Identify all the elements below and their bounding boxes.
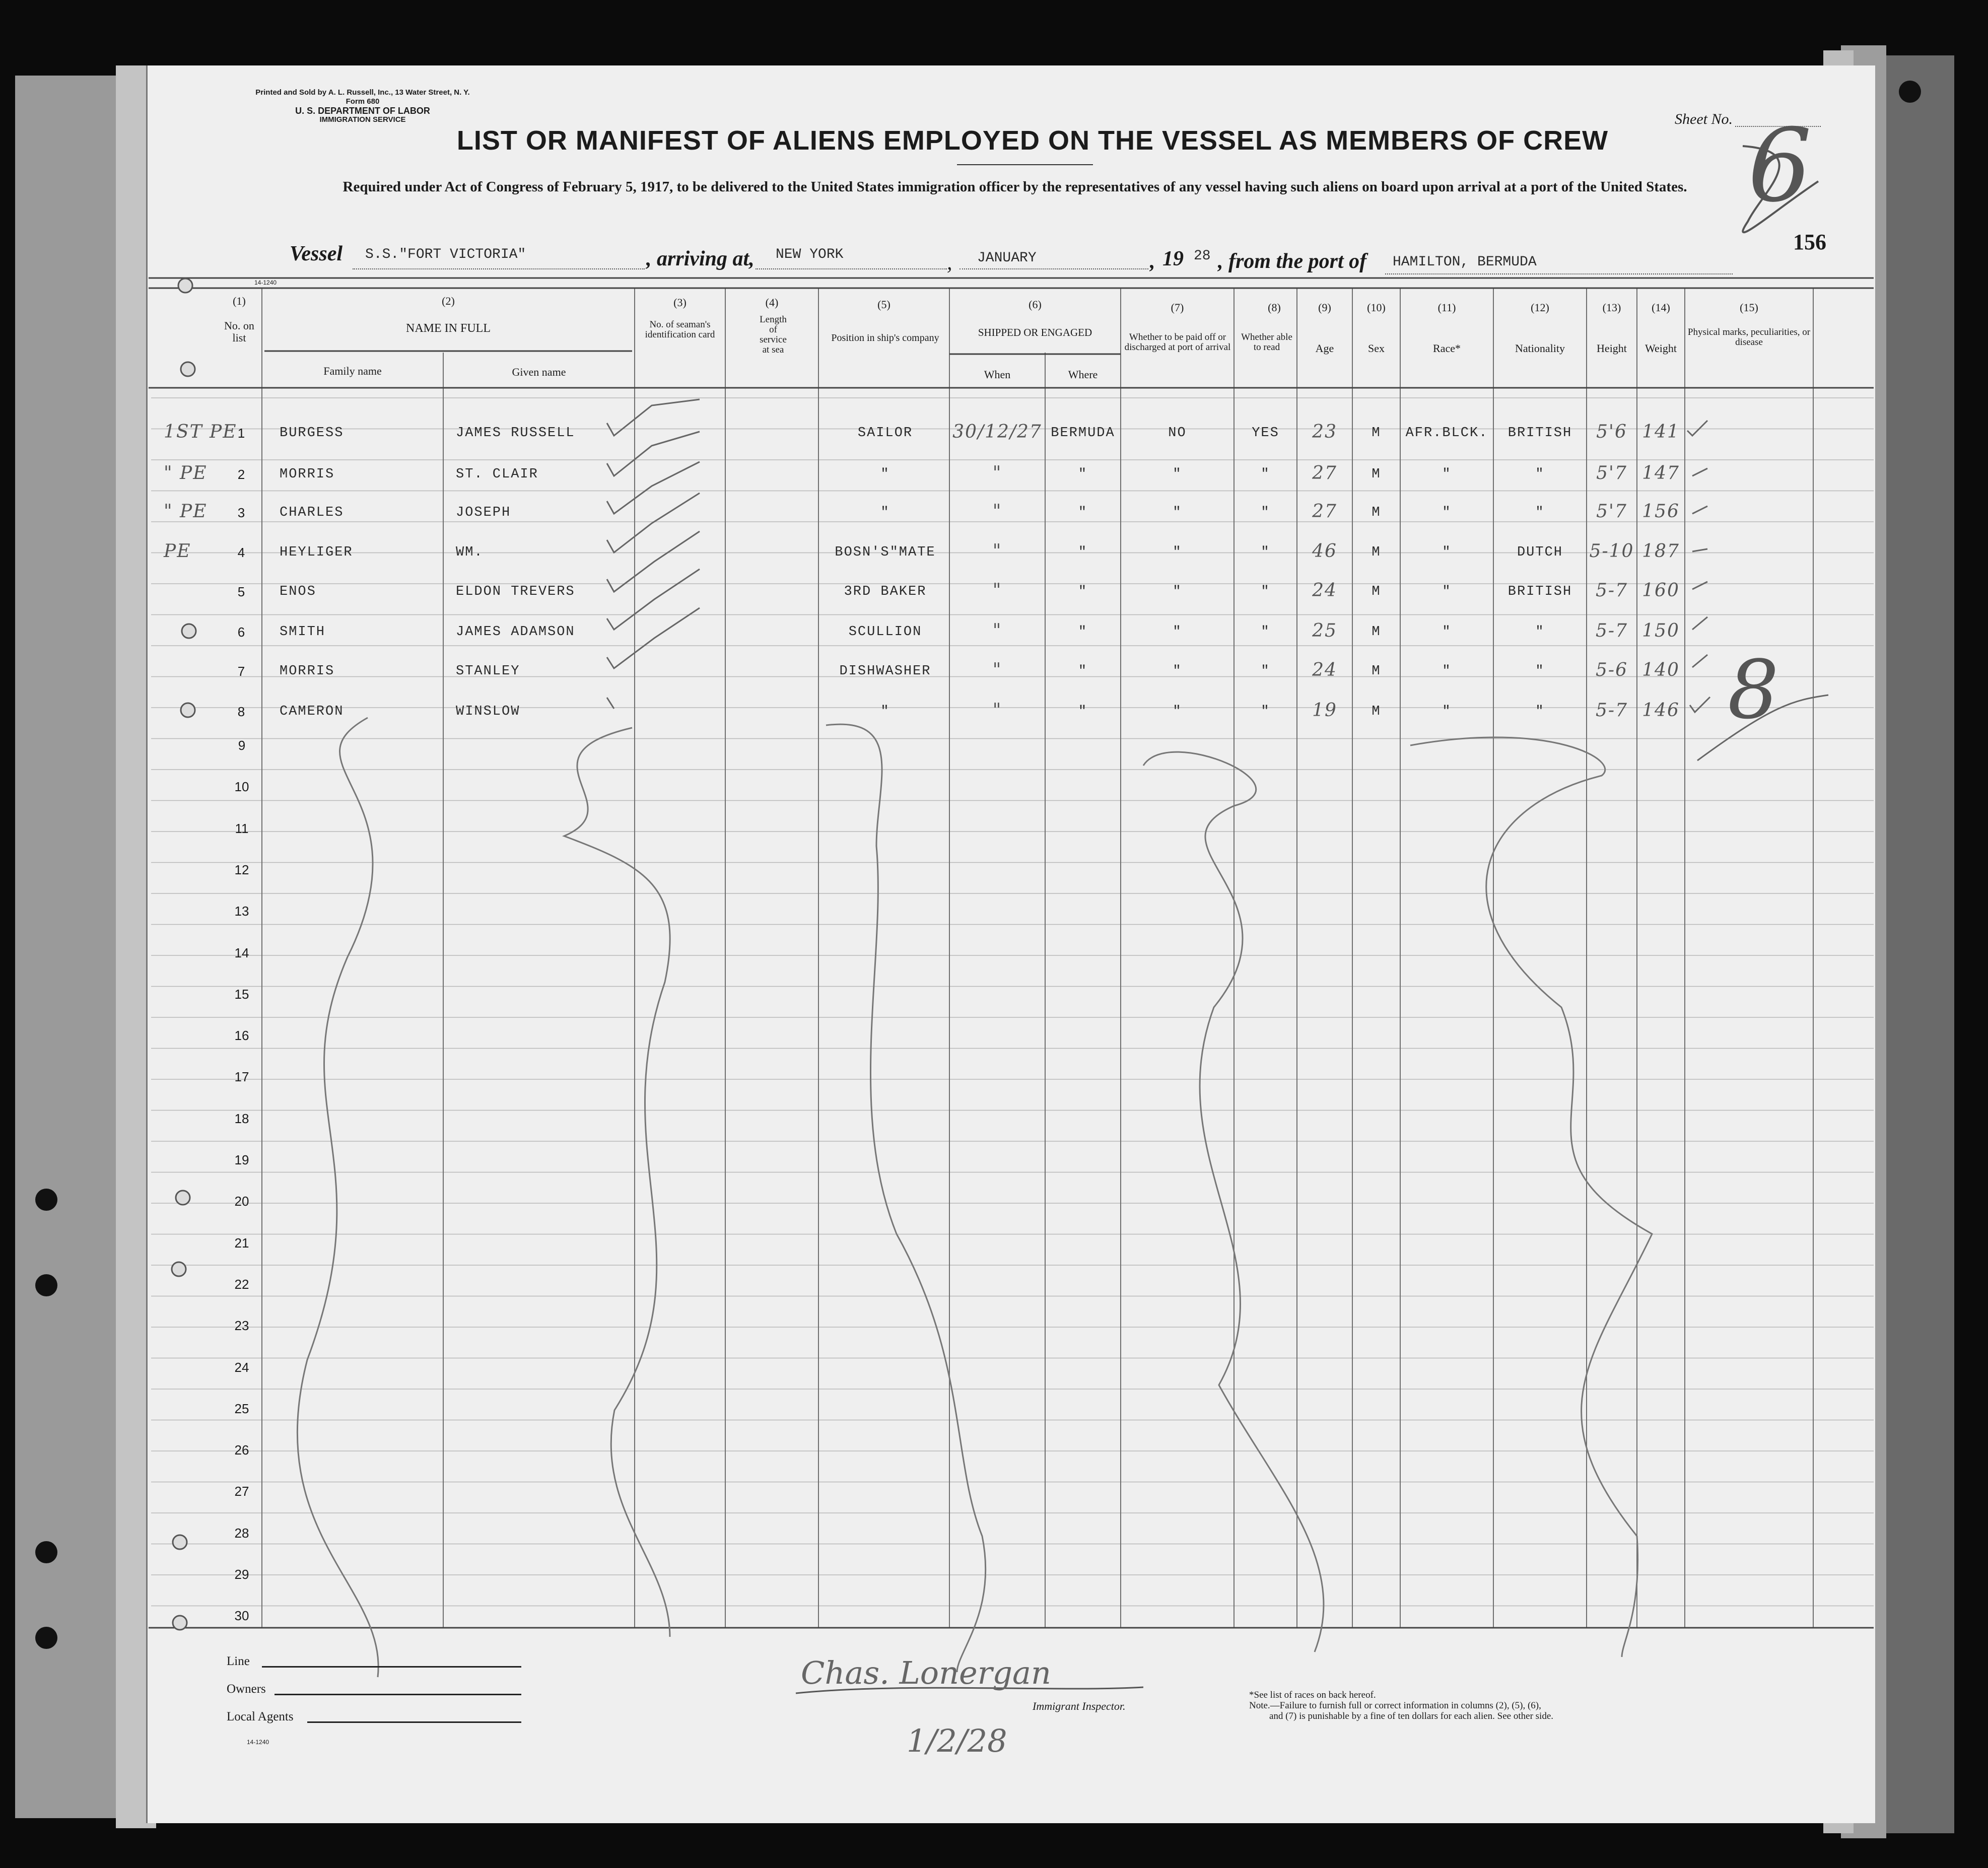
row-weight: 160 <box>1642 580 1680 601</box>
given-name-header: Given name <box>512 366 566 378</box>
row-nationality: BRITISH <box>1507 584 1572 599</box>
row-race: " <box>1442 664 1452 679</box>
row-given: WM. <box>456 545 484 560</box>
row-nationality: " <box>1535 505 1545 520</box>
col5-header: Position in ship's company <box>831 332 939 343</box>
imprint <box>212 88 514 124</box>
row-number: 24 <box>234 1359 249 1375</box>
comma-sep: , <box>1150 250 1155 273</box>
row-number: 12 <box>234 862 249 877</box>
service-line: IMMIGRATION SERVICE <box>319 115 406 124</box>
owners-label: Owners <box>227 1682 266 1696</box>
col9-header: Age <box>1315 342 1334 355</box>
row-sex: M <box>1372 505 1381 520</box>
col8-header: Whether able to read <box>1241 332 1292 353</box>
row-height: 5-7 <box>1596 700 1628 721</box>
row-number: 11 <box>235 820 249 836</box>
row-number: 30 <box>234 1608 249 1624</box>
row-paid: " <box>1173 625 1182 640</box>
department-line: U. S. DEPARTMENT OF LABOR <box>295 106 430 116</box>
form-line: Form 680 <box>346 97 380 106</box>
row-position: " <box>880 704 890 719</box>
row-family: HEYLIGER <box>280 545 353 560</box>
row-family: SMITH <box>280 625 326 640</box>
row-paid: NO <box>1168 426 1187 441</box>
row-position: BOSN'S"MATE <box>835 545 936 560</box>
row-family: CHARLES <box>280 505 344 520</box>
row-age: 19 <box>1312 700 1337 721</box>
row-sex: M <box>1372 426 1381 441</box>
row-number: 25 <box>234 1401 249 1416</box>
year-suffix: 28 <box>1194 248 1211 264</box>
arrival-month: JANUARY <box>977 250 1037 266</box>
col15-header: Physical marks, peculiarities, or disease <box>1687 327 1811 348</box>
row-number: 22 <box>234 1276 249 1292</box>
from-port-label: , from the port of <box>1218 250 1367 273</box>
col2-header: NAME IN FULL <box>406 322 491 335</box>
row-given: JAMES RUSSELL <box>456 426 575 441</box>
row-number: 10 <box>234 779 249 795</box>
row-number: 27 <box>234 1484 249 1499</box>
row-race: " <box>1442 625 1452 640</box>
row-number: 13 <box>234 904 249 919</box>
col13-header: Height <box>1597 342 1627 355</box>
col7-num: (7) <box>1171 301 1184 314</box>
row-no: 2 <box>237 467 246 482</box>
row-weight: 147 <box>1642 463 1680 483</box>
crew-tally: 8 <box>1728 643 1779 737</box>
row-read: " <box>1261 625 1270 640</box>
row-number: 16 <box>234 1028 249 1044</box>
row-position: 3RD BAKER <box>844 584 927 599</box>
row-nationality: " <box>1535 704 1545 719</box>
col13-num: (13) <box>1602 301 1621 314</box>
row-number: 28 <box>234 1525 249 1541</box>
row-no: 6 <box>237 625 246 640</box>
row-no: 3 <box>237 505 246 520</box>
row-paid: " <box>1173 704 1182 719</box>
row-when: " <box>992 620 1002 641</box>
printer-line: Printed and Sold by A. L. Russell, Inc., 13 Water Street, N. Y. <box>255 88 470 97</box>
vessel-name: S.S."FORT VICTORIA" <box>365 247 526 262</box>
row-when: " <box>992 463 1002 483</box>
row-weight: 140 <box>1642 660 1680 680</box>
row-weight: 146 <box>1642 700 1680 721</box>
row-age: 27 <box>1312 463 1337 483</box>
row-sex: M <box>1372 584 1381 599</box>
col3-num: (3) <box>673 296 687 309</box>
row-height: 5-7 <box>1596 620 1628 641</box>
row-number: 19 <box>234 1152 249 1167</box>
row-family: CAMERON <box>280 704 344 719</box>
row-read: " <box>1261 467 1270 482</box>
from-port-line <box>1385 273 1733 274</box>
row-paid: " <box>1173 467 1182 482</box>
family-name-header: Family name <box>323 365 382 377</box>
row-note: PE <box>164 541 191 562</box>
arrival-port: NEW YORK <box>776 247 844 262</box>
row-position: DISHWASHER <box>839 664 931 679</box>
row-given: JAMES ADAMSON <box>456 625 575 640</box>
vessel-label: Vessel <box>290 242 342 265</box>
row-given: ST. CLAIR <box>456 467 538 482</box>
row-when: " <box>992 580 1002 601</box>
row-note: " PE <box>164 463 208 483</box>
row-read: " <box>1261 704 1270 719</box>
row-nationality: " <box>1535 664 1545 679</box>
row-number: 17 <box>234 1069 249 1085</box>
col14-num: (14) <box>1652 301 1670 314</box>
inspection-date: 1/2/28 <box>907 1722 1007 1759</box>
row-read: " <box>1261 505 1270 520</box>
row-given: JOSEPH <box>456 505 511 520</box>
col1-header: No. on list <box>224 319 254 344</box>
local-agents-label: Local Agents <box>227 1710 294 1723</box>
fine-note: Note.—Failure to furnish full or correct information in columns (2), (5), (6), <box>1249 1700 1541 1711</box>
form-code: 14-1240 <box>254 279 277 286</box>
title-rule <box>957 164 1093 165</box>
row-age: 24 <box>1312 580 1337 601</box>
where-header: Where <box>1068 368 1098 381</box>
local-agents-field <box>307 1721 521 1723</box>
row-number: 18 <box>234 1111 249 1126</box>
row-when: " <box>992 700 1002 721</box>
col3-header: No. of seaman's identification card <box>645 319 715 340</box>
row-where: " <box>1078 545 1088 560</box>
row-family: BURGESS <box>280 426 344 441</box>
row-nationality: " <box>1535 625 1545 640</box>
line-label: Line <box>227 1654 250 1668</box>
row-age: 27 <box>1312 501 1337 522</box>
col11-header: Race* <box>1433 342 1461 355</box>
row-note: 1ST PE <box>164 422 237 442</box>
col6-num: (6) <box>1029 298 1042 311</box>
col5-num: (5) <box>877 298 890 311</box>
sheet-no-label: Sheet No. <box>1675 111 1733 127</box>
row-where: " <box>1078 505 1088 520</box>
row-sex: M <box>1372 704 1381 719</box>
row-age: 23 <box>1312 422 1337 442</box>
row-when: " <box>992 501 1002 522</box>
row-sex: M <box>1372 545 1381 560</box>
owners-field <box>275 1694 521 1695</box>
row-height: 5'7 <box>1596 501 1627 522</box>
col11-num: (11) <box>1437 301 1456 314</box>
row-given: ELDON TREVERS <box>456 584 575 599</box>
row-read: " <box>1261 584 1270 599</box>
row-height: 5-6 <box>1596 660 1628 680</box>
row-read: YES <box>1252 426 1279 441</box>
col4-header: Length of service at sea <box>760 314 787 355</box>
row-number: 21 <box>234 1235 249 1251</box>
from-port: HAMILTON, BERMUDA <box>1393 254 1537 270</box>
comma-sep: , <box>947 251 952 274</box>
row-number: 9 <box>238 738 246 753</box>
row-where: BERMUDA <box>1051 426 1115 441</box>
col9-num: (9) <box>1318 301 1331 314</box>
col8-num: (8) <box>1268 301 1281 314</box>
row-number: 14 <box>234 945 249 960</box>
row-paid: " <box>1173 545 1182 560</box>
row-read: " <box>1261 545 1270 560</box>
row-race: " <box>1442 545 1452 560</box>
row-nationality: DUTCH <box>1517 545 1563 560</box>
row-age: 46 <box>1312 541 1337 562</box>
when-header: When <box>984 368 1011 381</box>
row-where: " <box>1078 625 1088 640</box>
row-no: 8 <box>237 704 246 719</box>
row-position: " <box>880 505 890 520</box>
row-given: WINSLOW <box>456 704 520 719</box>
col15-num: (15) <box>1740 301 1758 314</box>
col12-num: (12) <box>1531 301 1549 314</box>
col4-num: (4) <box>765 296 779 309</box>
row-position: SAILOR <box>857 426 913 441</box>
row-height: 5-10 <box>1589 541 1634 562</box>
row-number: 26 <box>234 1442 249 1458</box>
row-paid: " <box>1173 584 1182 599</box>
row-height: 5-7 <box>1596 580 1628 601</box>
row-paid: " <box>1173 505 1182 520</box>
col1-num: (1) <box>233 295 246 307</box>
row-weight: 187 <box>1642 541 1680 562</box>
row-sex: M <box>1372 467 1381 482</box>
row-where: " <box>1078 584 1088 599</box>
row-sex: M <box>1372 664 1381 679</box>
col10-header: Sex <box>1368 342 1385 355</box>
row-race: " <box>1442 584 1452 599</box>
col14-header: Weight <box>1645 342 1677 355</box>
row-race: " <box>1442 505 1452 520</box>
row-position: SCULLION <box>848 625 922 640</box>
col2-num: (2) <box>442 295 455 307</box>
page-title: LIST OR MANIFEST OF ALIENS EMPLOYED ON THE VESSEL AS MEMBERS OF CREW <box>456 125 1609 156</box>
row-no: 1 <box>237 426 246 441</box>
col10-num: (10) <box>1367 301 1386 314</box>
fine-note-cont: and (7) is punishable by a fine of ten dollars for each alien. See other side. <box>1269 1711 1554 1721</box>
row-sex: M <box>1372 625 1381 640</box>
row-number: 29 <box>234 1567 249 1582</box>
row-number: 20 <box>234 1194 249 1209</box>
row-race: " <box>1442 467 1452 482</box>
vessel-line <box>353 268 645 269</box>
row-nationality: " <box>1535 467 1545 482</box>
row-age: 25 <box>1312 620 1337 641</box>
row-where: " <box>1078 664 1088 679</box>
line-field <box>262 1666 521 1668</box>
row-no: 4 <box>237 545 246 560</box>
page-number: 156 <box>1793 230 1826 254</box>
row-race: AFR.BLCK. <box>1405 426 1488 441</box>
row-where: " <box>1078 467 1088 482</box>
month-line <box>959 268 1148 269</box>
row-weight: 141 <box>1642 422 1680 442</box>
col6-header: SHIPPED OR ENGAGED <box>978 326 1092 338</box>
page-subtitle: Required under Act of Congress of February 5, 1917, to be delivered to the United States immigration officer by the representatives of any vessel having such aliens on board upon arrival at a port of the United States. <box>342 179 1687 195</box>
row-family: MORRIS <box>280 467 335 482</box>
arriving-line <box>756 268 947 269</box>
row-height: 5'6 <box>1596 422 1627 442</box>
row-family: ENOS <box>280 584 316 599</box>
row-read: " <box>1261 664 1270 679</box>
race-note: *See list of races on back hereof. <box>1249 1690 1376 1700</box>
row-age: 24 <box>1312 660 1337 680</box>
row-given: STANLEY <box>456 664 520 679</box>
row-paid: " <box>1173 664 1182 679</box>
row-height: 5'7 <box>1596 463 1627 483</box>
row-race: " <box>1442 704 1452 719</box>
row-position: " <box>880 467 890 482</box>
row-when: 30/12/27 <box>952 422 1042 442</box>
arriving-label: , arriving at, <box>646 247 755 270</box>
footnotes <box>1249 1690 1553 1721</box>
inspector-label: Immigrant Inspector. <box>1033 1700 1126 1712</box>
row-family: MORRIS <box>280 664 335 679</box>
inspector-signature: Chas. Lonergan <box>801 1654 1051 1691</box>
row-number: 23 <box>234 1318 249 1334</box>
row-weight: 156 <box>1642 501 1680 522</box>
row-no: 5 <box>237 584 246 599</box>
footer-form-code: 14-1240 <box>247 1739 269 1746</box>
sheet-no-value: 6 <box>1748 107 1812 225</box>
row-when: " <box>992 541 1002 562</box>
row-note: " PE <box>164 501 208 522</box>
row-no: 7 <box>237 664 246 679</box>
row-number: 15 <box>234 986 249 1002</box>
row-nationality: BRITISH <box>1507 426 1572 441</box>
col12-header: Nationality <box>1515 342 1565 355</box>
row-weight: 150 <box>1642 620 1680 641</box>
row-when: " <box>992 660 1002 680</box>
year-prefix: 19 <box>1162 247 1184 270</box>
col7-header: Whether to be paid off or discharged at port of arrival <box>1124 332 1231 353</box>
row-where: " <box>1078 704 1088 719</box>
